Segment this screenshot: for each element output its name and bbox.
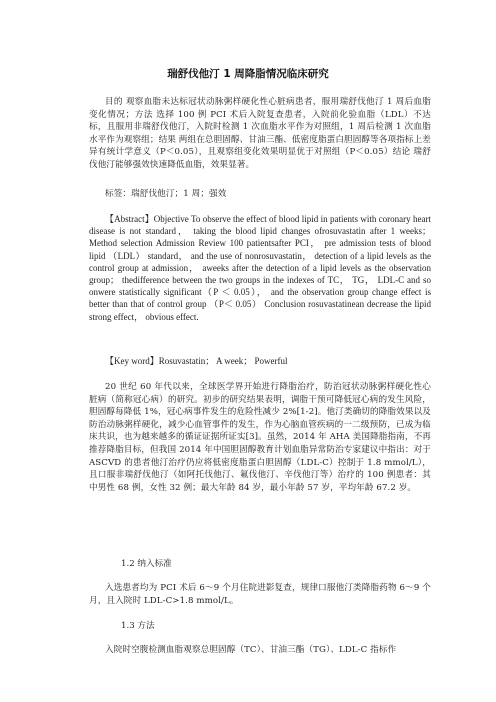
chinese-abstract: 目的 观察血脂未达标冠状动脉粥样硬化性心脏病患者，服用瑞舒伐他汀 1 周后血脂变化情况；方法 选择 100 例 PCI 术后入院复查患者，入院前化验血脂（LDL）不达标，且服用非瑞舒伐他汀，入院时检测 1 次血脂水平作为对照组，1 周后检测 1 次血脂水平作为观察组；结果 两组在总胆固醇、甘油三酯、低密度脂蛋白胆固醇等各项指标上差异有统计学意义（P＜0.05），且观察组变化效果明显优于对照组（P＜0.05）结论 瑞舒伐他汀能够强效快速降低血脂，效果显著。 [89, 97, 431, 170]
paper-title: 瑞舒伐他汀 1 周降脂情况临床研究 [167, 68, 329, 80]
section-1-2-text: 入选患者均为 PCI 术后 6～9 个月住院进影复查，规律口服他汀类降脂药物 6～9 个月，且入院时 LDL-C>1.8 mmol/L。 [89, 583, 431, 606]
section-heading-1-3: 1.3 方法 [121, 621, 155, 631]
english-keywords: 【Key word】Rosuvastatin； A week； Powerful [105, 356, 288, 366]
section-1-3-text: 入院时空腹检测血脂观察总胆固醇（TC）、甘油三酯（TG）、LDL-C 指标作 [105, 645, 397, 655]
english-abstract: 【Abstract】Objective To observe the effect of blood lipid in patients with coronary heart disease is not standard， taking the blood lipid changes ofrosuvastatin after 1 weeks； Method selection Admission Review 100 patientsafter PCI， pre admission tests of blood lipid （LDL） standard， and the use of nonrosuvastatin， detection of a lipid levels as the control group at admission， aweeks after the detection of a lipid levels as the observation group； thedifference between the two groups in the indexes of TC， TG， LDL-C and so onwere statistically significant（P ＜ 0.05）， and the observation group change effect is better than that of control group （P＜ 0.05） Conclusion rosuvastatinean decrease the lipid strong effect， obvious effect. [89, 214, 431, 322]
section-heading-1-2: 1.2 纳入标准 [121, 559, 172, 569]
introduction-paragraph: 20 世纪 60 年代以来，全球医学界开始进行降脂治疗，防治冠状动脉粥样硬化性心脏病（简称冠心病）的研究。初步的研究结果表明，调脂干预可降低冠心病的发生风险，胆固醇每降低 1%，冠心病事件发生的危险性减少 2%[1-2]。他汀类确切的降脂效果以及防治动脉粥样硬化，减少心血管事件的发生，作为心脑血管疾病的一二级预防，已成为临床共识，也为越来越多的循证证据所证实[3]。虽然，2014 年 AHA 美国降脂指南，不再推荐降脂目标，但我国 2014 年中国胆固醇教育计划血脂异常防治专家建议中指出：对于 ASCVD 的患者他汀治疗仍应将低密度脂蛋白胆固醇（LDL-C）控制于 1.8 mmol/L），且口服非瑞舒伐他汀（如阿托伐他汀、氟伐他汀、辛伐他汀等）治疗的 100 例患者：其中男性 68 例，女性 32 例；最大年龄 84 岁，最小年龄 57 岁，平均年龄 67.2 岁。 [89, 382, 431, 493]
chinese-keywords: 标签：瑞舒伐他汀；1 周；强效 [105, 189, 227, 199]
